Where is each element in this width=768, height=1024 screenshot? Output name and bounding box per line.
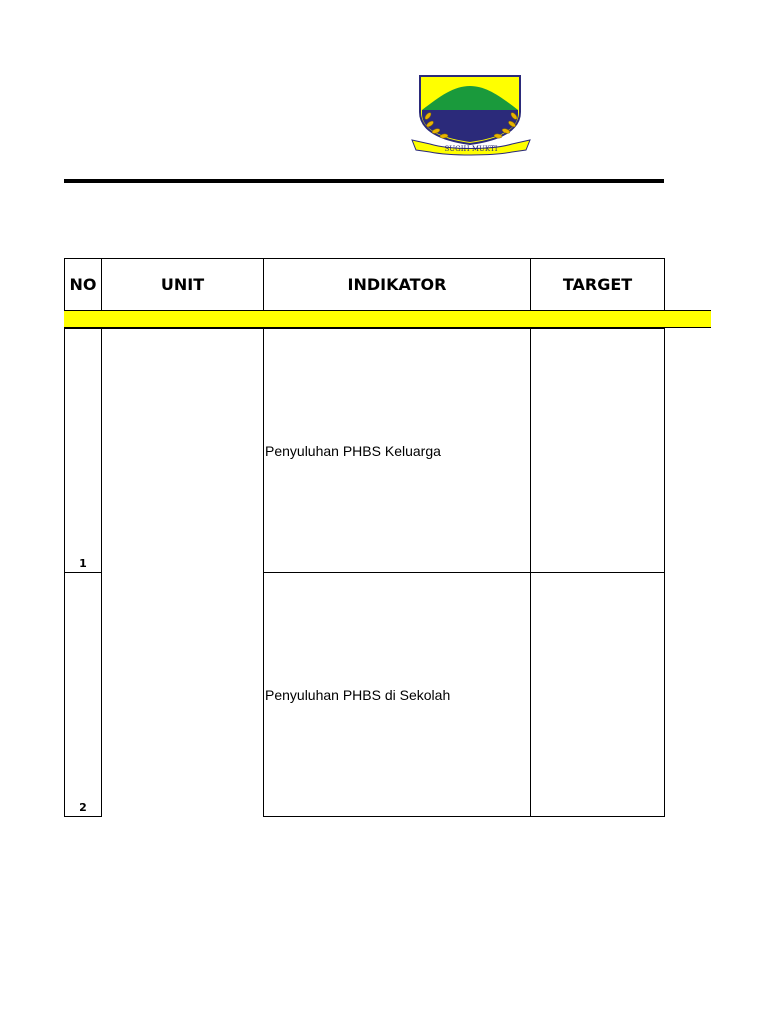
target-cell bbox=[531, 573, 665, 817]
column-header-target: TARGET bbox=[531, 259, 665, 311]
column-header-no: NO bbox=[65, 259, 102, 311]
indicator-table bbox=[64, 258, 665, 817]
row-number: 2 bbox=[65, 573, 102, 817]
row-number: 1 bbox=[65, 329, 102, 573]
table-row bbox=[65, 573, 665, 817]
column-header-unit: UNIT bbox=[102, 259, 264, 311]
column-header-indikator: INDIKATOR bbox=[264, 259, 531, 311]
table-row bbox=[65, 329, 665, 573]
header-divider bbox=[64, 179, 664, 183]
shield-lower-field bbox=[422, 110, 518, 142]
unit-cell bbox=[102, 573, 264, 817]
target-cell bbox=[531, 329, 665, 573]
motto-text: SUGIH MUKTI bbox=[444, 145, 498, 153]
indicator-cell: Penyuluhan PHBS di Sekolah bbox=[264, 573, 531, 817]
regency-emblem bbox=[410, 74, 532, 156]
unit-cell bbox=[102, 329, 264, 573]
indicator-cell: Penyuluhan PHBS Keluarga bbox=[264, 329, 531, 573]
table-header-row bbox=[65, 259, 665, 311]
highlight-band bbox=[64, 310, 711, 328]
